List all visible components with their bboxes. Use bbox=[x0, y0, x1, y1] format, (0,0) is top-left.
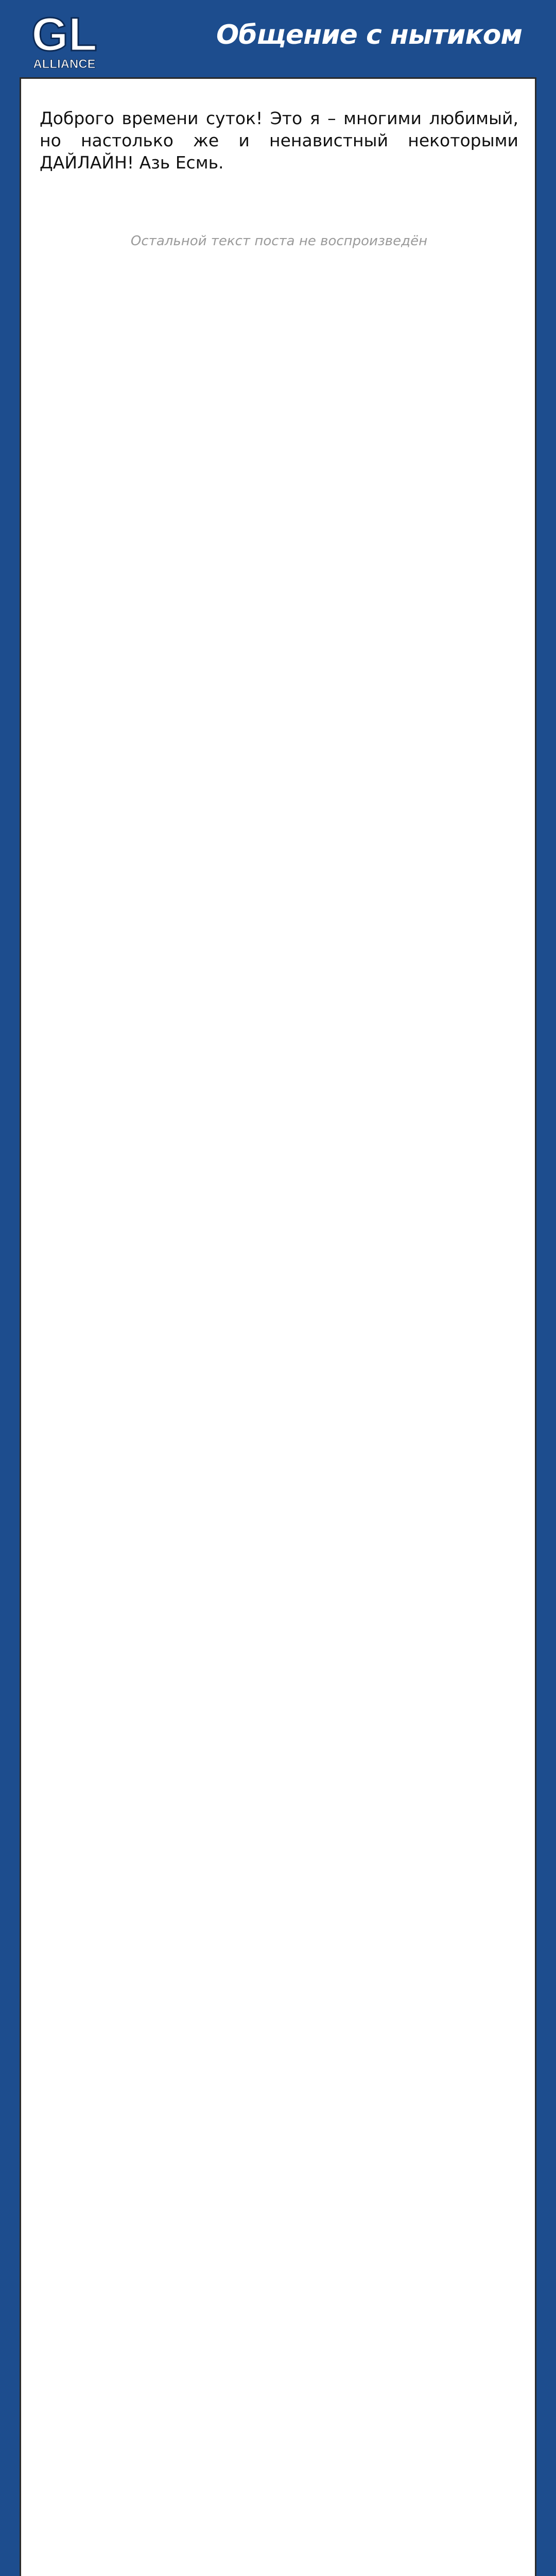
svg-text:GL: GL bbox=[31, 8, 97, 61]
page-title: Общение с нытиком bbox=[216, 20, 522, 50]
gl-alliance-logo bbox=[31, 5, 98, 72]
post-panel bbox=[20, 77, 536, 2576]
svg-text:ALLIANCE: ALLIANCE bbox=[33, 57, 96, 71]
post-text: Доброго времени суток! Это я – многими любимый, но настолько же и ненавистный некоторыми ДАЙЛАЙН! Азь Есмь. bbox=[40, 108, 524, 173]
header bbox=[0, 0, 556, 77]
post-text-placeholder: Остальной текст поста не воспроизведён bbox=[130, 233, 428, 249]
